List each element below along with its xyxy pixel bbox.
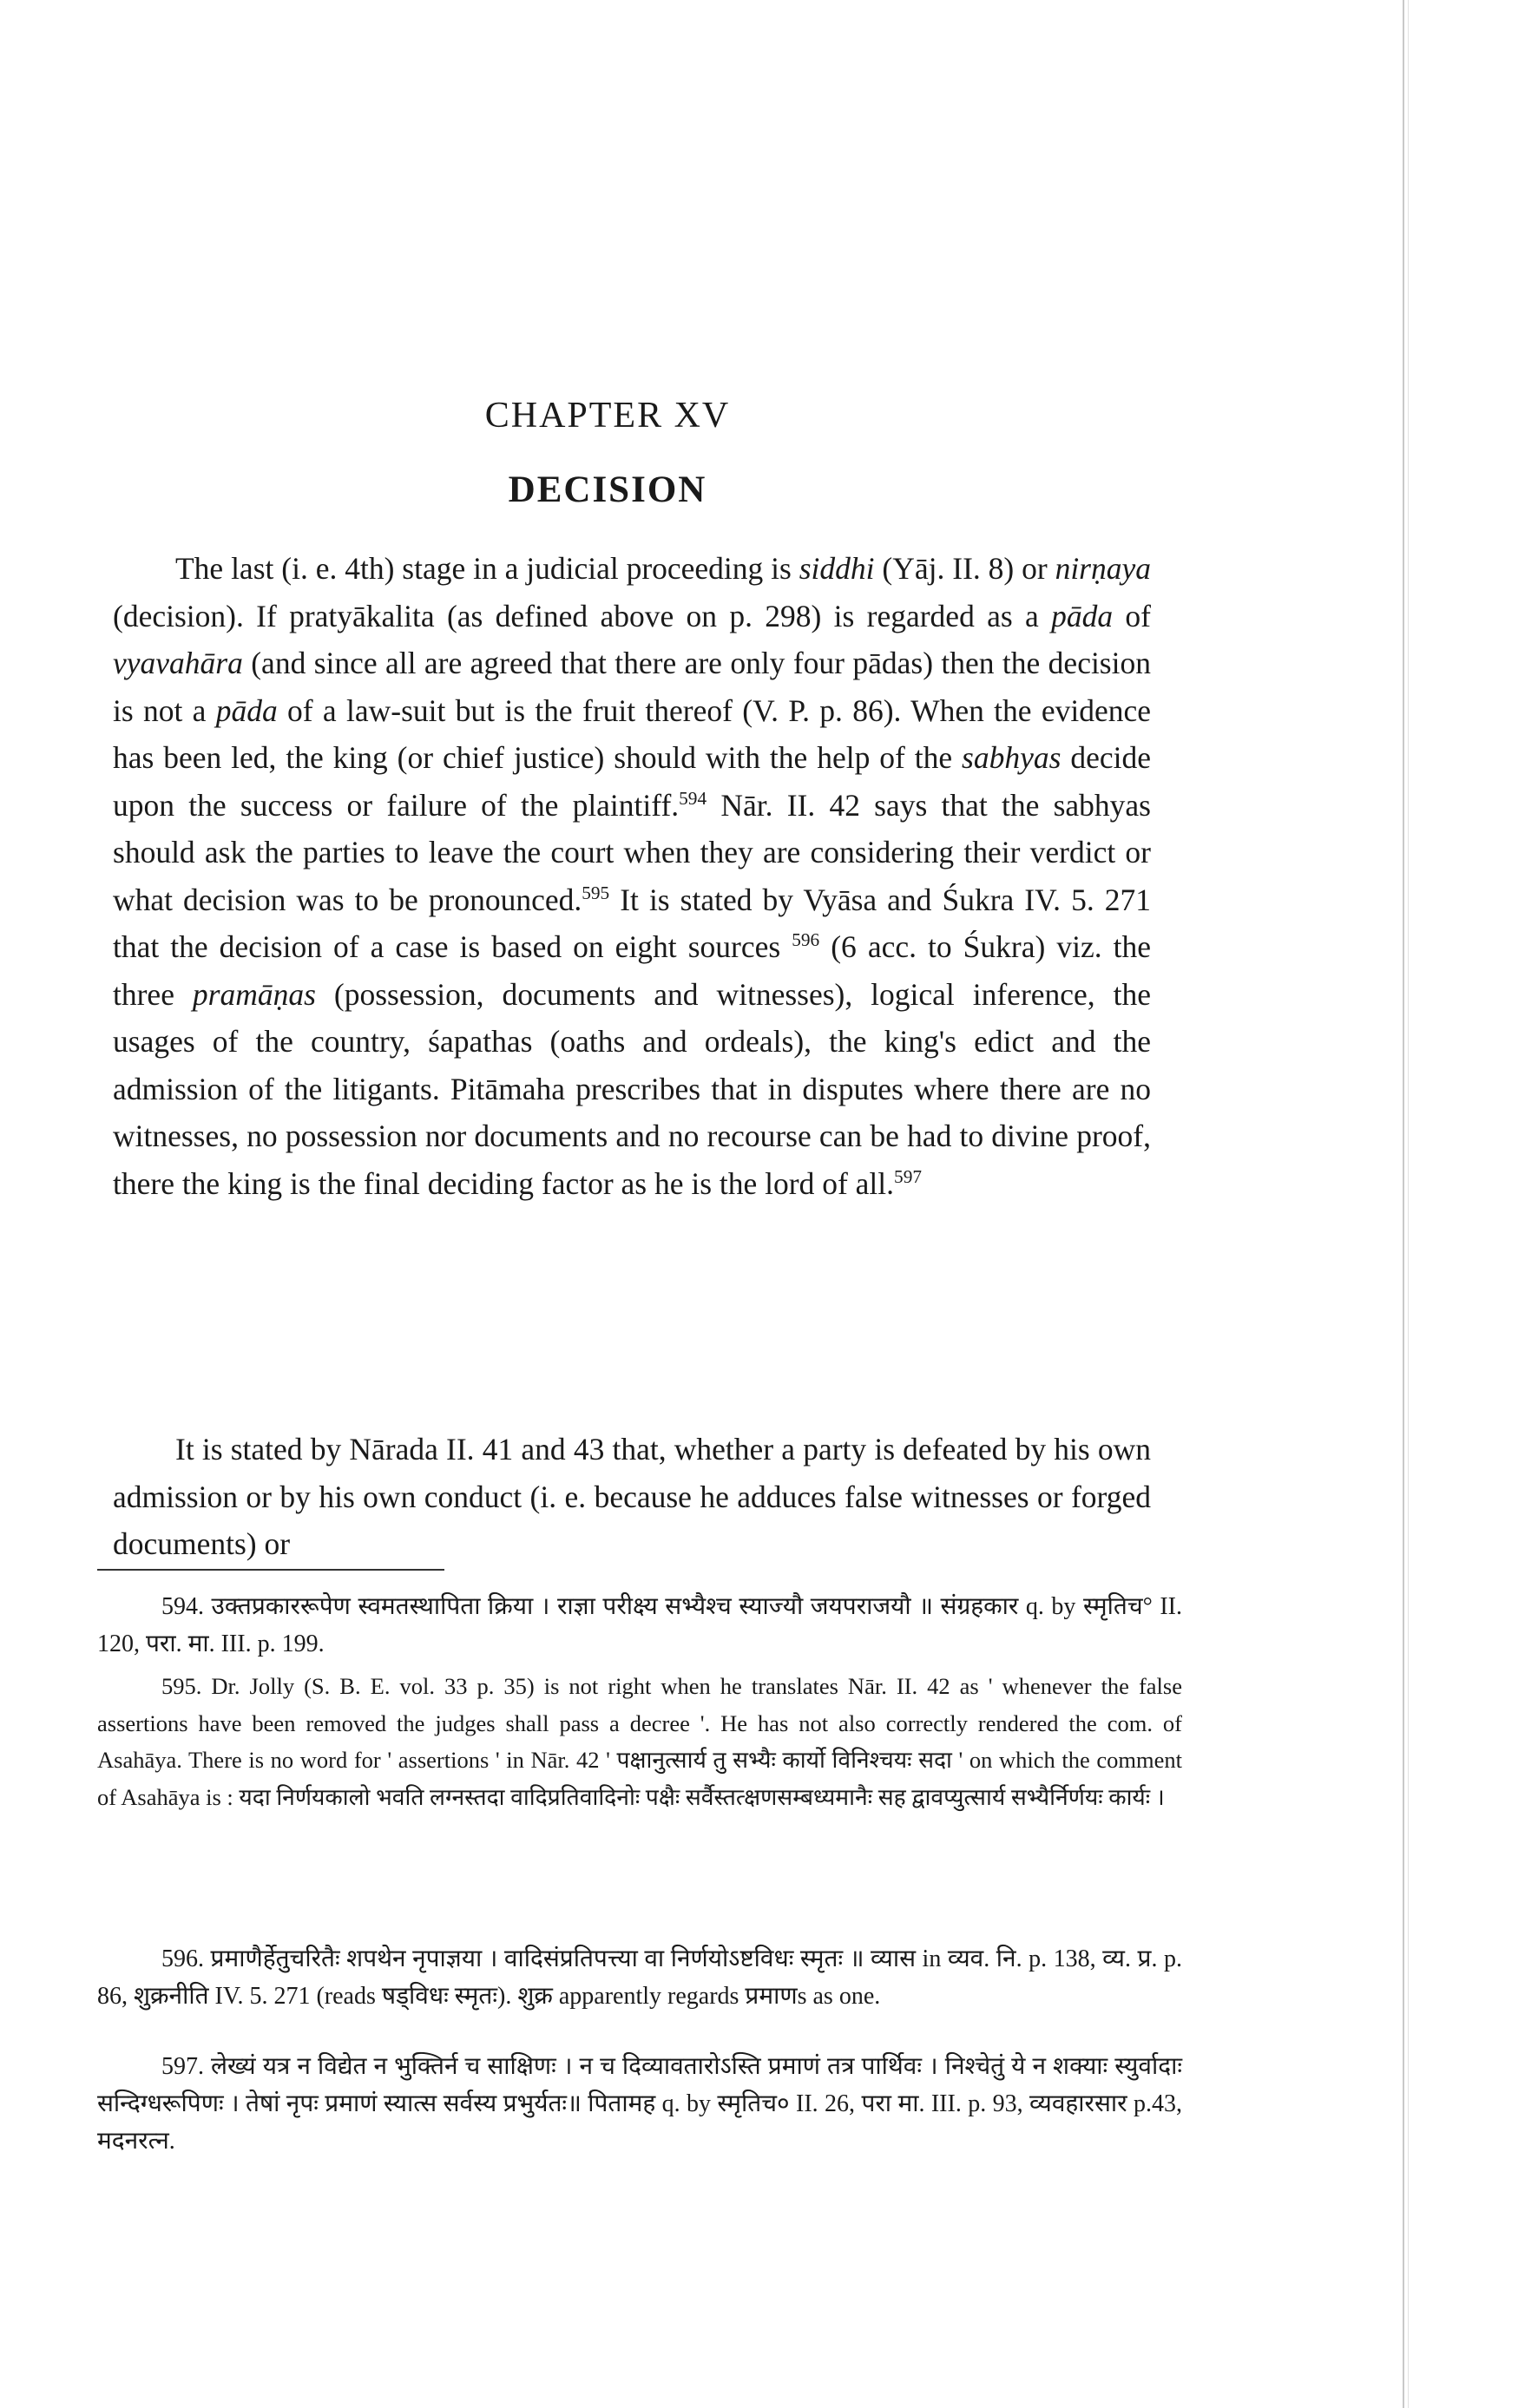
footnote-595: 595. Dr. Jolly (S. B. E. vol. 33 p. 35) is not right when he translates Nār. II. 42 as ' whenever the false assertions have been removed the judges shall pass a decree '. He has not also correctly rendered the com. of Asahāya. There is no word for ' assertions ' in Nār. 42 ' पक्षानुत्सार्य तु सभ्यैः कार्यो विनिश्चयः सदा ' on which the comment of Asahāya is : यदा निर्णयकालो भवति लग्नस्तदा वादिप्रतिवादिनोः पक्षैः सर्वैस्तत्क्षणसम्बध्यमानैः सह द्वावप्युत्सार्य सभ्यैर्निर्णयः कार्यः । — [97, 1673, 1182, 1810]
footnote-ref-596: 596 — [792, 929, 820, 951]
page-edge-line — [1403, 0, 1404, 2408]
footnote-596: 596. प्रमाणैर्हेतुचरितैः शपथेन नृपाज्ञया । वादिसंप्रतिपत्त्या वा निर्णयोऽष्टविधः स्मृतः ॥ व्यास in व्यव. नि. p. 138, व्य. प्र. p. 86, शुक्रनीति IV. 5. 271 (reads षड्विधः स्मृतः). शुक्र apparently regards प्रमाणs as one. — [97, 1945, 1182, 2010]
footnote-ref-595: 595 — [582, 882, 610, 903]
footnote-ref-597: 597 — [894, 1165, 922, 1187]
chapter-number: CHAPTER XV — [484, 396, 731, 436]
page-edge-line-inner — [1408, 0, 1409, 2408]
footnote-ref-594: 594 — [679, 787, 707, 809]
footnote-divider — [97, 1569, 444, 1571]
footnote-594: 594. उक्तप्रकाररूपेण स्वमतस्थापिता क्रिया । राज्ञा परीक्ष्य सभ्यैश्च स्याज्यौ जयपराजयौ ॥ संग्रहकार q. by स्मृतिच° II. 120, परा. मा. III. p. 199. — [97, 1593, 1182, 1657]
chapter-title: DECISION — [508, 469, 707, 510]
paragraph-1: The last (i. e. 4th) stage in a judicial proceeding is siddhi (Yāj. II. 8) or nirṇaya (decision). If pratyākalita (as defined above on p. 298) is regarded as a pāda of vyavahāra (and since all are agreed that there are only four pādas) then the decision is not a pāda of a law-suit but is the fruit thereof (V. P. p. 86). When the evidence has been led, the king (or chief justice) should with the help of the sabhyas decide upon the success or failure of the plaintiff.$^{594}$ Nār. II. 42 says that the sabhyas should ask the parties to leave the court when they are considering their verdict or what decision was to be pronounced.$^{595}$ It is stated by Vyāsa and Śukra IV. 5. 271 that the decision of a case is based on eight sources $^{596}$ (6 acc. to Śukra) viz. the three pramāṇas (possession, documents and witnesses), logical inference, the usages of the country, śapathas (oaths and ordeals), the king's edict and the admission of the litigants. Pitāmaha prescribes that in disputes where there are no witnesses, no possession nor documents and no recourse can be had to divine proof, there the king is the final deciding factor as he is the lord of all.$^{597}$ — [113, 551, 1151, 1201]
paragraph-2: It is stated by Nārada II. 41 and 43 that, whether a party is defeated by his own admission or by his own conduct (i. e. because he adduces false witnesses or forged documents) or — [113, 1432, 1151, 1561]
footnote-597: 597. लेख्यं यत्र न विद्येत न भुक्तिर्न च साक्षिणः । न च दिव्यावतारोऽस्ति प्रमाणं तत्र पार्थिवः । निश्चेतुं ये न शक्याः स्युर्वादाः सन्दिग्धरूपिणः । तेषां नृपः प्रमाणं स्यात्स सर्वस्य प्रभुर्यतः॥ पितामह q. by स्मृतिच० II. 26, परा मा. III. p. 93, व्यवहारसार p.43, मदनरत्न. — [97, 2053, 1182, 2155]
